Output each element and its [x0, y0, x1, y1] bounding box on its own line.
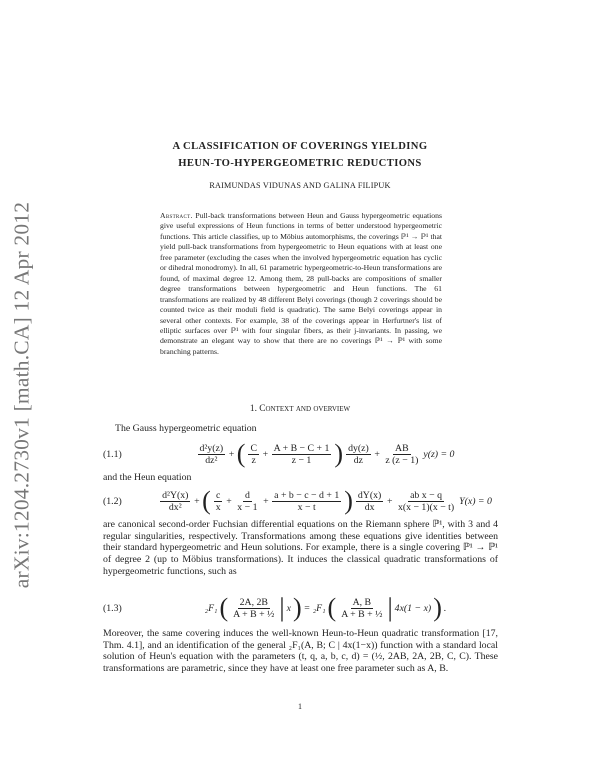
fraction: [231, 597, 276, 620]
numerator: 2A, 2B: [239, 596, 268, 608]
equation-body: [153, 439, 498, 468]
math-text: +: [373, 448, 381, 460]
abstract: [160, 211, 442, 357]
math-text: +: [386, 495, 393, 507]
math-text: +: [261, 448, 269, 460]
bracket: ): [433, 593, 442, 622]
math-text: +: [193, 495, 201, 507]
math-text: ₂F₁: [204, 602, 218, 614]
paper-title: [100, 138, 500, 172]
math-text: x: [286, 602, 291, 614]
paragraph: and the Heun equation: [103, 472, 192, 483]
denominator: A + B + ½: [233, 608, 275, 620]
fraction: [248, 443, 259, 466]
numerator: dY(x): [357, 489, 382, 501]
fraction: [396, 490, 456, 513]
bracket: (: [202, 486, 211, 515]
bracket: ): [334, 439, 344, 468]
equation: [103, 593, 498, 623]
authors: RAIMUNDAS VIDUNAS AND GALINA FILIPUK: [209, 181, 391, 190]
denominator: x − t: [297, 501, 316, 513]
denominator: x(x − 1)(x − t): [397, 501, 455, 513]
section-heading: [100, 404, 500, 414]
bracket: (: [219, 593, 229, 622]
denominator: z: [251, 454, 256, 466]
fraction: [272, 490, 341, 513]
math-text: y(z) = 0: [423, 448, 455, 460]
numerator: ab x − q: [410, 489, 442, 501]
numerator: A, B: [352, 596, 372, 608]
fraction: [235, 490, 259, 513]
math-text: Y(x) = 0: [459, 495, 492, 507]
math-text: +: [225, 495, 233, 507]
numerator: dy(z): [348, 442, 369, 454]
numerator: C: [250, 442, 257, 454]
paragraph: The Gauss hypergeometric equation: [115, 423, 257, 434]
equation-body: [153, 593, 498, 622]
bracket: (: [327, 593, 337, 622]
numerator: d²Y(x): [162, 489, 189, 501]
denominator: dx: [364, 501, 375, 513]
arxiv-id: arXiv:1204.2730v1 [math.CA] 12 Apr 2012: [9, 201, 34, 589]
denominator: x − 1: [237, 501, 258, 513]
numerator: AB: [395, 442, 409, 454]
fraction: [356, 490, 383, 513]
equation: [103, 440, 498, 468]
denominator: A + B + ½: [341, 608, 383, 620]
denominator: dz: [353, 454, 364, 466]
bracket: (: [236, 439, 246, 468]
fraction: [214, 490, 223, 513]
paragraph: are canonical second-order Fuchsian differential equations on the Riemann sphere ℙ¹, with 3 and 4 regular singularities, respectively. Transformations among these equations give identities between their standard hypergeometric and Heun solutions. For example, there is a single covering ℙ¹ → ℙ¹ of degree 2 (up to Möbius transformations). It induces the classical quadratic transformations of hypergeometric functions, such as: [103, 519, 498, 577]
abstract-label: Abstract.: [160, 211, 193, 220]
bracket: ): [344, 486, 353, 515]
fraction: [339, 597, 384, 620]
fraction: [383, 443, 420, 466]
math-text: = ₂F₁: [303, 602, 326, 614]
denominator: dx²: [168, 501, 182, 513]
title-line: A CLASSIFICATION OF COVERINGS YIELDING: [172, 141, 428, 152]
equation-number: (1.3): [103, 602, 122, 614]
equation-body: [153, 486, 498, 515]
numerator: A + B − C + 1: [273, 442, 330, 454]
bracket: |: [387, 593, 393, 622]
numerator: d: [244, 489, 250, 501]
fraction: [346, 443, 371, 466]
denominator: dz²: [205, 454, 218, 466]
math-text: +: [262, 495, 270, 507]
bracket: ): [292, 593, 302, 622]
denominator: x: [215, 501, 221, 513]
title-line: HEUN-TO-HYPERGEOMETRIC REDUCTIONS: [178, 158, 422, 169]
denominator: z − 1: [291, 454, 312, 466]
equation: [103, 487, 498, 515]
numerator: c: [216, 489, 221, 501]
arxiv-sidebar-stamp: [0, 0, 44, 776]
fraction: [160, 490, 190, 513]
fraction: [198, 443, 226, 466]
math-text: .: [443, 602, 447, 614]
equation-number: (1.1): [103, 448, 122, 460]
equation-number: (1.2): [103, 495, 122, 507]
abstract-text: Pull-back transformations between Heun and Gauss hypergeometric equations give useful expressions of Heun functions in terms of better understood hypergeometric functions. This article classifies, up to Möbius automorphisms, the coverings ℙ¹ → ℙ¹ that yield pull-back transformations from hypergeometric to Heun equations with at least one free parameter (excluding the cases when the involved hypergeometric equation has cyclic or dihedral monodromy). In all, 61 parametric hypergeometric-to-Heun transformations are found, of maximal degree 12. Among them, 28 pull-backs are compositions of smaller degree transformations between hypergeometric and Heun functions. The 61 transformations are realized by 48 different Belyi coverings (though 2 coverings should be counted twice as their moduli field is quadratic). The same Belyi coverings appear in several other contexts. For example, 38 of the coverings appear in Herfurtner's list of elliptic surfaces over ℙ¹ with four singular fibers, as their j-invariants. In passing, we demonstrate an elegant way to show that there are no coverings ℙ¹ → ℙ¹ with some branching patterns.: [160, 211, 442, 356]
numerator: a + b − c − d + 1: [274, 489, 340, 501]
paragraph: Moreover, the same covering induces the well-known Heun-to-Heun quadratic transformation [17, Thm. 4.1], and an identification of the general ₂F₁(A, B; C | 4x(1−x)) function with a standard local solution of Heun's equation with the parameters (t, q, a, b, c, d) = (½, 2AB, 2A, 2B, C, C). These transformations are parametric, since they have at least one free parameter such as A, B.: [103, 628, 498, 675]
page-number: 1: [298, 702, 302, 711]
fraction: [272, 443, 332, 466]
numerator: d²y(z): [199, 442, 224, 454]
section-title: Context and overview: [259, 404, 351, 414]
math-text: +: [228, 448, 235, 460]
section-number: 1.: [249, 404, 257, 414]
denominator: z (z − 1): [385, 454, 419, 466]
bracket: |: [279, 593, 285, 622]
math-text: 4x(1 − x): [394, 602, 432, 614]
